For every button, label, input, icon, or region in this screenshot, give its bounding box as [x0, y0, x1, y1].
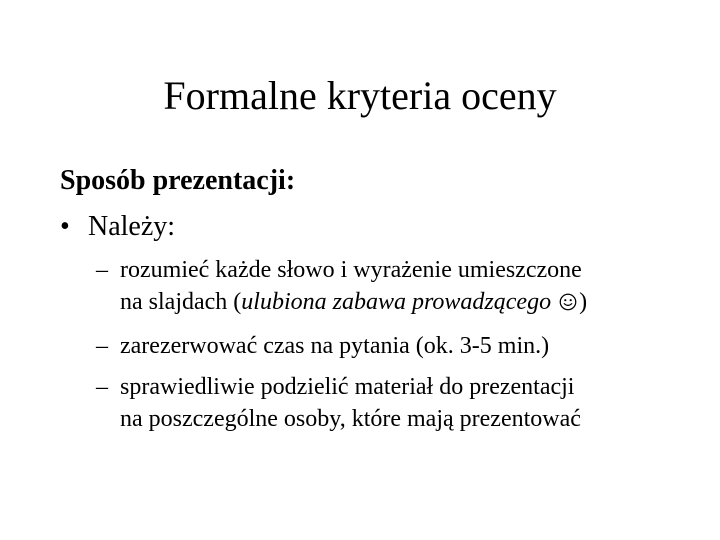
dash-marker: –: [96, 374, 108, 400]
sub-item-italic-text: ulubiona zabawa prowadzącego: [241, 289, 552, 315]
sub-item-line: na poszczególne osoby, które mają prezentować: [120, 406, 581, 432]
smiley-face-icon: [559, 293, 577, 311]
sub-item-line: sprawiedliwie podzielić materiał do prezentacji: [120, 374, 575, 400]
dash-marker: –: [96, 333, 108, 359]
bullet-label: Należy:: [88, 211, 176, 242]
section-heading: Sposób prezentacji:: [60, 165, 296, 196]
sub-item-line: [120, 286, 587, 318]
sub-item-text: ): [579, 289, 588, 315]
slide-title: Formalne kryteria oceny: [163, 73, 557, 118]
bullet-marker: •: [60, 211, 70, 242]
sub-item-text: na slajdach (: [120, 289, 242, 315]
sub-item-line: rozumieć każde słowo i wyrażenie umieszczone: [120, 257, 582, 283]
sub-list-item: [96, 371, 581, 435]
dash-marker: –: [96, 257, 108, 283]
bullet-item: [60, 210, 175, 244]
sub-item-line: zarezerwować czas na pytania (ok. 3-5 min.): [120, 333, 550, 359]
sub-list-item: [96, 254, 587, 318]
sub-list-item: [96, 330, 549, 362]
